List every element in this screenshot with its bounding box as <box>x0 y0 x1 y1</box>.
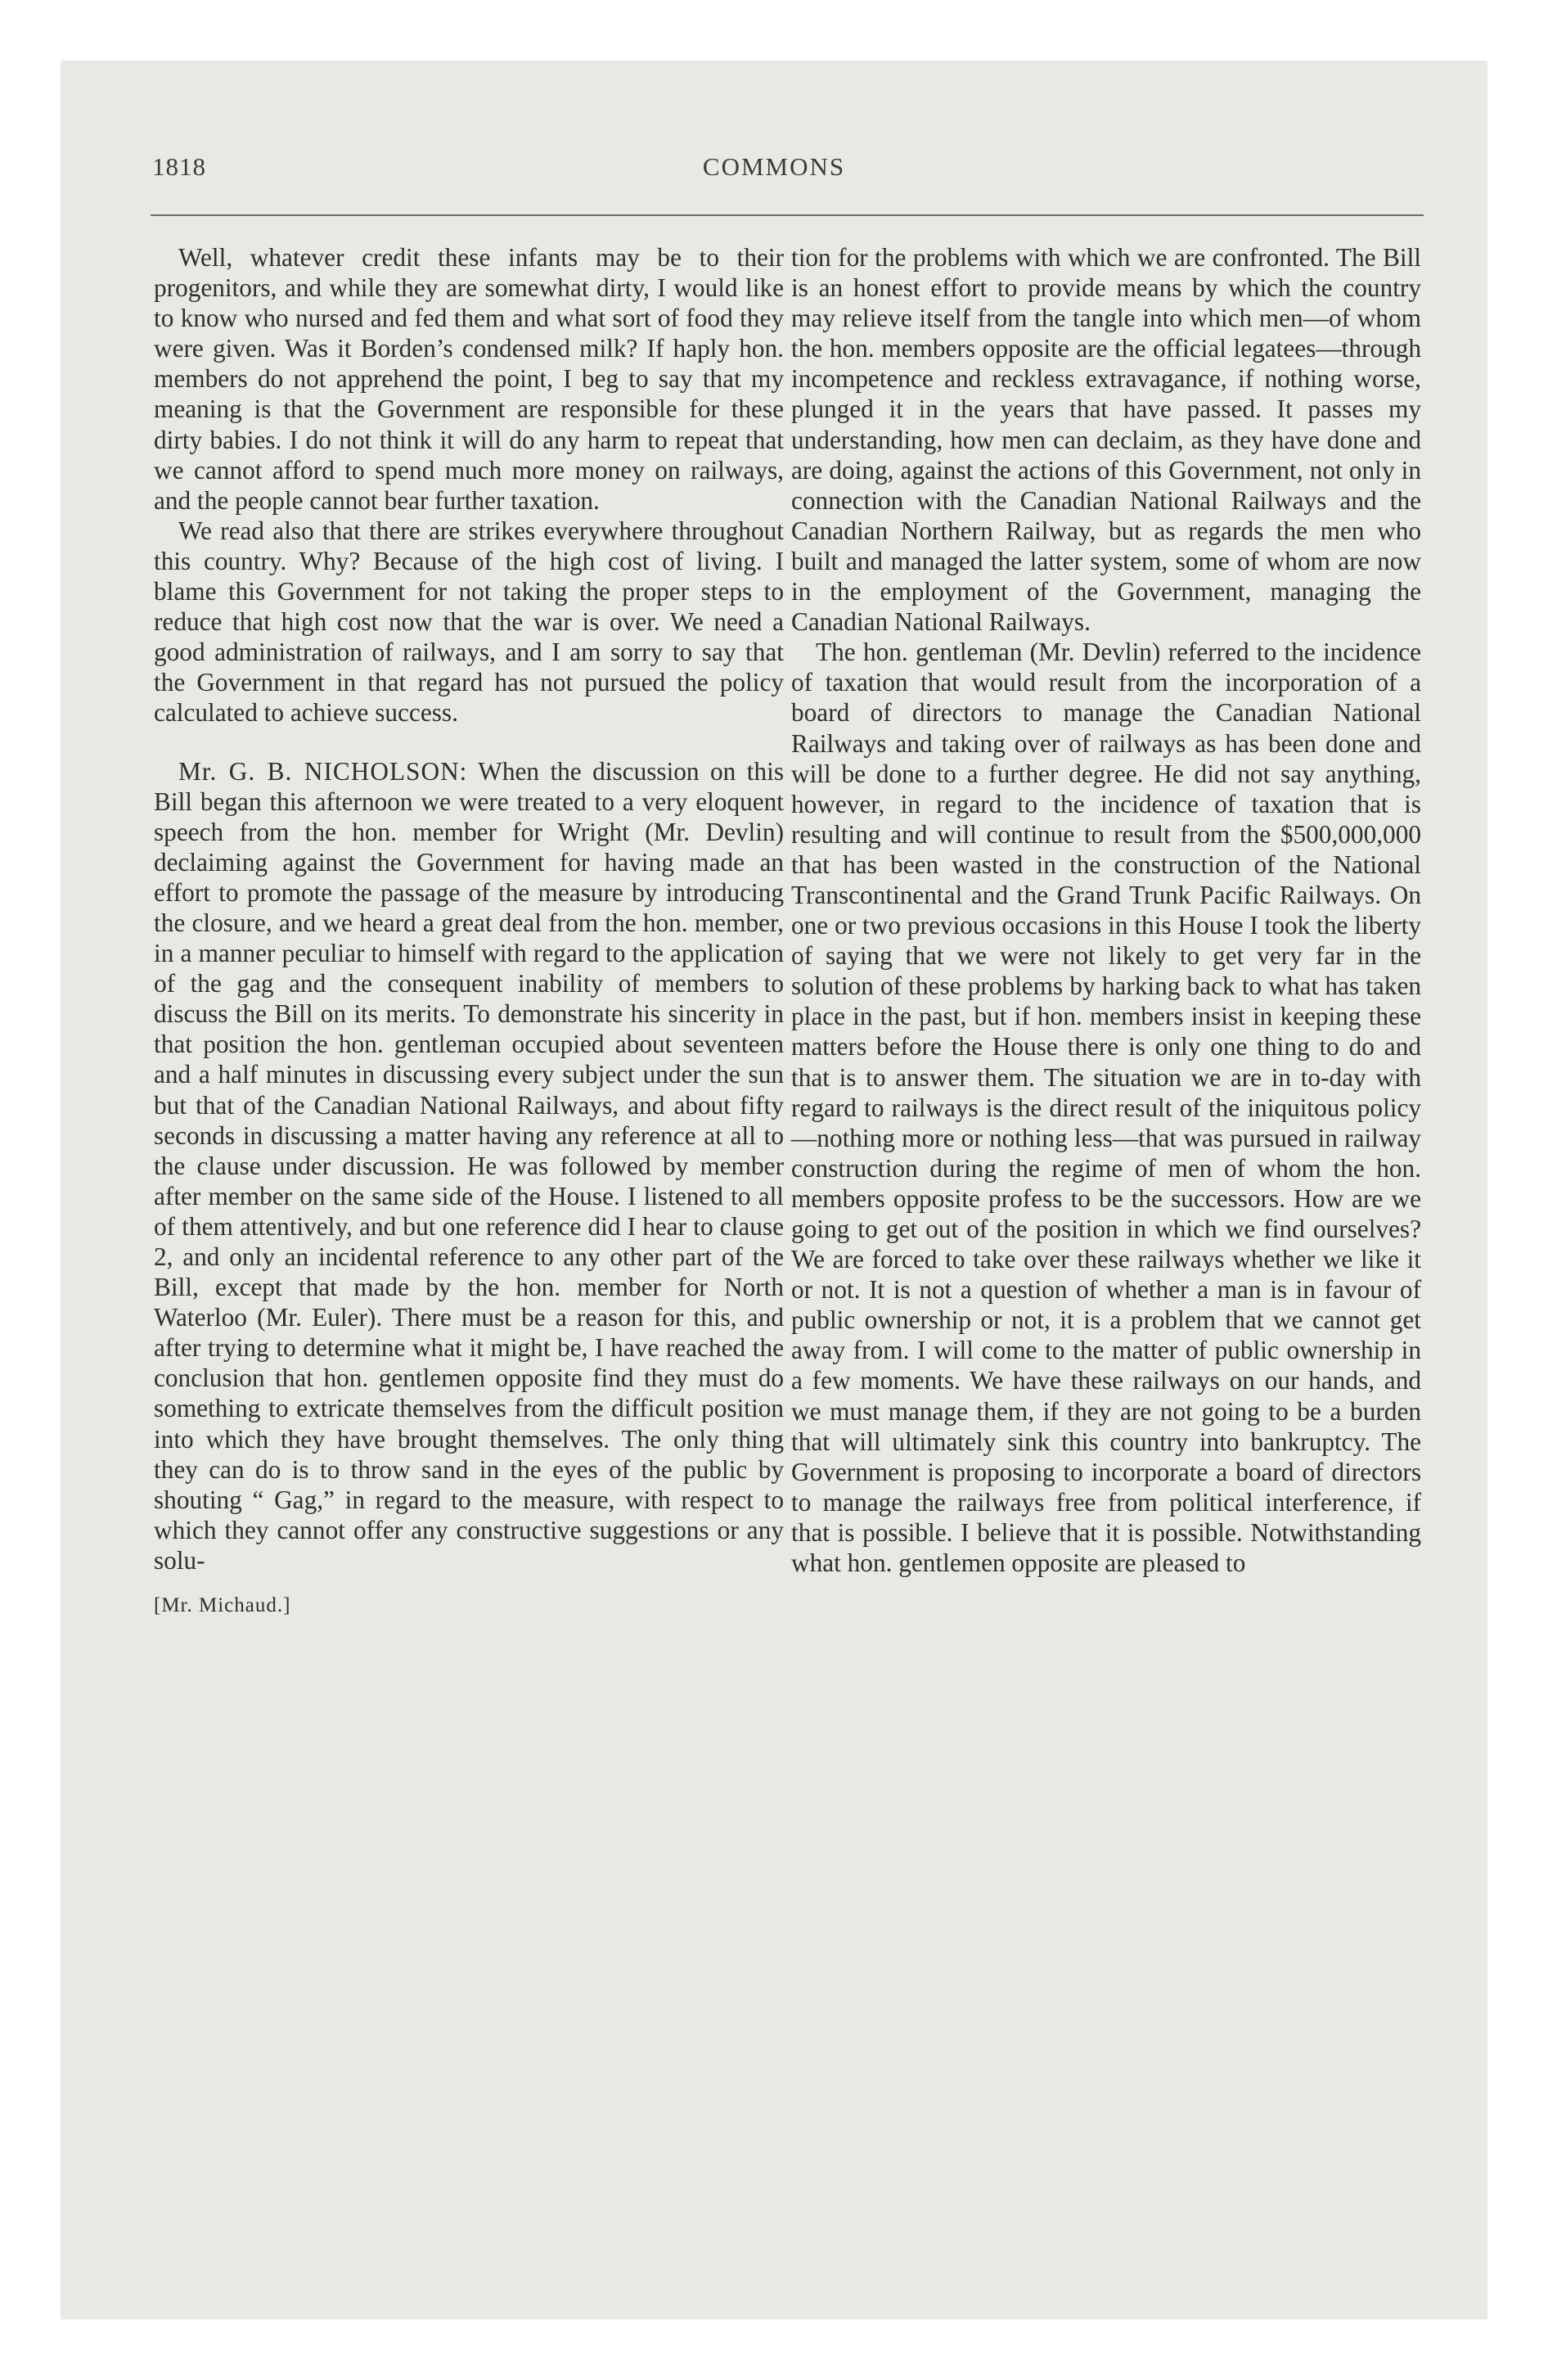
paragraph: tion for the problems with which we are confronted. The Bill is an honest effort to provide means by which the country may relieve itself from the tangle into which men—of whom the hon. members opposite are the official legatees—through incompetence and reckless extravagance, if nothing worse, plunged it in the years that have passed. It passes my understanding, how men can declaim, as they have done and are doing, against the actions of this Government, not only in connection with the Canadian National Railways and the Canadian Northern Railway, but as regards the men who built and managed the latter system, some of whom are now in the employment of the Government, managing the Canadian National Railways. <box>791 243 1421 637</box>
right-column <box>791 242 1421 1578</box>
page-number: 1818 <box>152 152 206 181</box>
paragraph-gap <box>154 728 784 756</box>
header-rule <box>151 214 1424 216</box>
speaker-name: Mr. G. B. NICHOLSON: <box>178 756 468 786</box>
paragraph: The hon. gentleman (Mr. Devlin) referred to the incidence of taxation that would result from the incorporation of a board of directors to manage the Canadian National Railways and taking over of railways as has been done and will be done to a further degree. He did not say anything, however, in regard to the incidence of taxation that is resulting and will continue to result from the $500,000,000 that has been wasted in the construction of the National Transcontinental and the Grand Trunk Pacific Railways. On one or two previous occasions in this House I took the liberty of saying that we were not likely to get very far in the solution of these problems by harking back to what has taken place in the past, but if hon. members insist in keeping these matters before the House there is only one thing to do and that is to answer them. The situation we are in to-day with regard to railways is the direct result of the iniquitous policy —nothing more or nothing less—that was pursued in railway construction during the regime of men of whom the hon. members opposite profess to be the successors. How are we going to get out of the position in which we find ourselves? We are forced to take over these railways whether we like it or not. It is not a question of whether a man is in favour of public ownership or not, it is a problem that we cannot get away from. I will come to the matter of public ownership in a few moments. We have these railways on our hands, and we must manage them, if they are not going to be a burden that will ultimately sink this country into bankruptcy. The Government is proposing to incorporate a board of directors to manage the railways free from political interference, if that is possible. I believe that it is possible. Notwithstanding what hon. gentlemen opposite are pleased to <box>791 638 1421 1578</box>
page-header <box>61 61 1487 224</box>
speech-text: When the discussion on this Bill began this afternoon we were treated to a very eloquent speech from the hon. member for Wright (Mr. Devlin) declaiming against the Government for having made an effort to promote the passage of the measure by introducing the closure, and we heard a great deal from the hon. member, in a manner peculiar to himself with regard to the application of the gag and the consequent inability of members to discuss the Bill on its merits. To demonstrate his sincerity in that position the hon. gentleman occupied about seventeen and a half minutes in discussing every subject under the sun but that of the Canadian National Railways, and about fifty seconds in discussing a matter having any reference at all to the clause under discussion. He was followed by member after member on the same side of the House. I listened to all of them attentively, and but one reference did I hear to clause 2, and only an incidental reference to any other part of the Bill, except that made by the hon. member for North Waterloo (Mr. Euler). There must be a reason for this, and after trying to determine what it might be, I have reached the conclusion that hon. gentlemen opposite find they must do something to extricate themselves from the difficult position into which they have brought themselves. The only thing they can do is to throw sand in the eyes of the public by shouting “ Gag,” in regard to the measure, with respect to which they cannot offer any constructive suggestions or any solu- <box>154 756 785 1575</box>
running-title: COMMONS <box>702 152 846 181</box>
footer-speaker-note: [Mr. Michaud.] <box>154 1594 291 1617</box>
paragraph: We read also that there are strikes everywhere throughout this country. Why? Because of the high cost of living. I blame this Government for not taking the proper steps to reduce that high cost now that the war is over. We need a good administration of railways, and I am sorry to say that the Government in that regard has not pursued the policy calculated to achieve success. <box>154 516 784 728</box>
left-column <box>154 242 784 1620</box>
page-scan <box>61 61 1487 2319</box>
speech-paragraph <box>154 756 784 1576</box>
paragraph: Well, whatever credit these infants may be to their progenitors, and while they are somewhat dirty, I would like to know who nursed and fed them and what sort of food they were given. Was it Borden’s condensed milk? If haply hon. members do not apprehend the point, I beg to say that my meaning is that the Government are responsible for these dirty babies. I do not think it will do any harm to repeat that we cannot afford to spend much more money on railways, and the people cannot bear further taxation. <box>154 243 784 515</box>
